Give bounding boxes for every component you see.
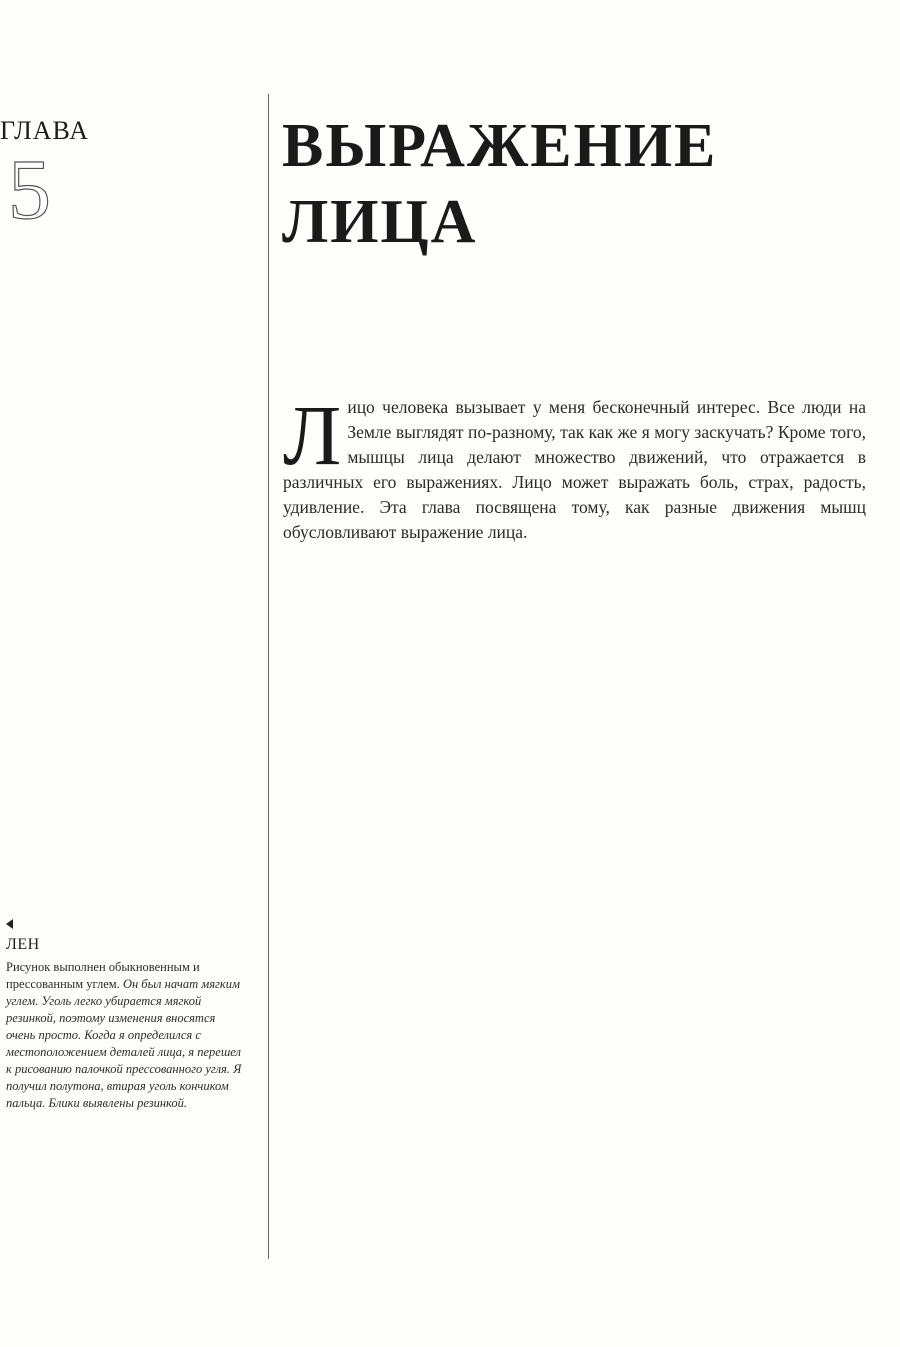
chapter-title-line-1: ВЫРАЖЕНИЕ	[282, 112, 718, 180]
intro-text: ицо человека вызывает у меня бесконечный интерес. Все люди на Земле выглядят по-разному, так как же я могу заскучать? Кроме того, мышцы лица делают множество движений, что отражается в различных его выражениях. Лицо может выражать боль, страх, радость, удивление. Эта глава посвящена тому, как разные движения мышц обусловливают выражение лица.	[283, 397, 866, 542]
intro-paragraph	[283, 387, 866, 545]
caption-body	[6, 959, 242, 1112]
caption-title: ЛЕН	[6, 936, 40, 953]
vertical-divider	[268, 94, 269, 1259]
chapter-number: 5	[8, 141, 51, 237]
chapter-title	[282, 108, 717, 260]
drop-cap: Л	[283, 387, 342, 483]
chapter-label: ГЛАВА	[0, 116, 89, 145]
caption-plain-text: Рисунок выполнен обыкновенным и прессованным углем.	[6, 960, 200, 991]
chapter-title-line-2: ЛИЦА	[282, 188, 478, 256]
caption-italic-text: Он был начат мягким углем. Уголь легко убирается мягкой резинкой, поэтому изменения вносятся очень просто. Когда я определился с местоположением деталей лица, я перешел к рисованию палочкой прессованного угля. Я получил полутона, втирая уголь кончиком пальца. Блики выявлены резинкой.	[6, 977, 242, 1110]
left-arrow-icon	[6, 919, 13, 929]
